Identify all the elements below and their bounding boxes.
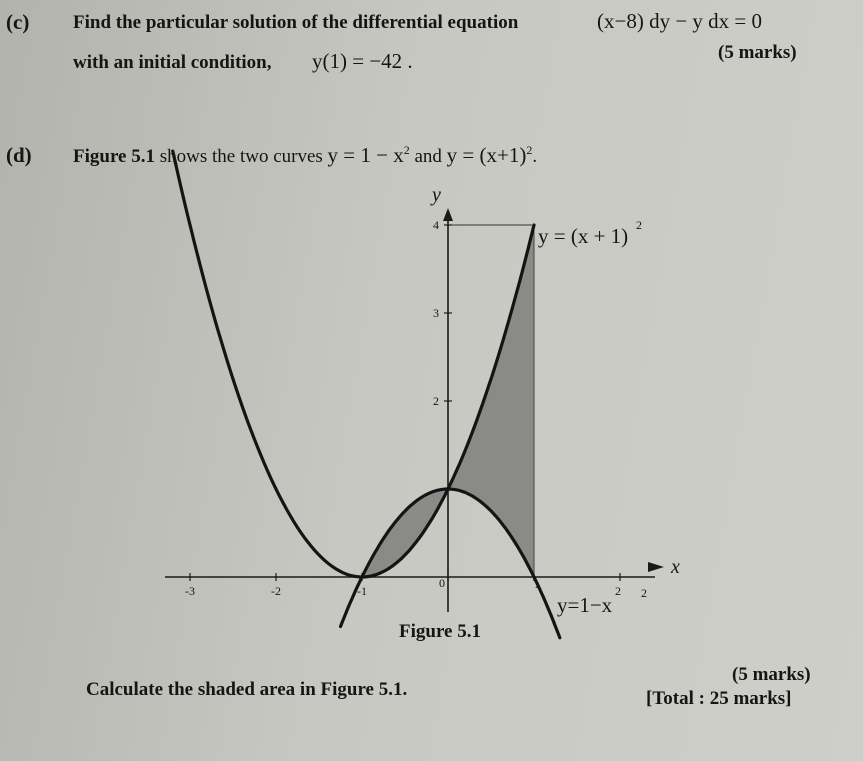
curve-label-lower-exp: 2	[641, 586, 647, 600]
figure-ref: Figure 5.1	[73, 146, 155, 167]
part-c-marks: (5 marks)	[718, 42, 797, 63]
x-tick-label-one: 1	[534, 579, 540, 591]
part-d-label: (d)	[6, 143, 32, 167]
question-text: Calculate the shaded area in Figure 5.1.	[86, 679, 408, 700]
shaded-region-1	[362, 489, 448, 577]
x-tick-label: 2	[615, 584, 621, 598]
x-tick-label-zero: 0	[439, 576, 445, 590]
figure-caption: Figure 5.1	[399, 621, 481, 642]
x-axis-arrow	[648, 562, 664, 572]
curve2-eq: $y = (x+1)^2$	[446, 143, 533, 167]
part-c-label: (c)	[6, 10, 30, 34]
y-tick-label: 3	[433, 306, 439, 320]
x-axis-label: x	[671, 556, 680, 578]
curve-label-upper-exp: 2	[636, 218, 642, 232]
curve-2	[173, 151, 534, 577]
total-marks: [Total : 25 marks]	[646, 688, 792, 709]
curve-label-lower: y=1−x	[557, 593, 613, 617]
part-c-condition: y(1) = −42 .	[312, 49, 413, 73]
curve-label-upper: y = (x + 1)	[538, 224, 629, 248]
x-tick-label: -3	[185, 584, 195, 598]
x-tick-label: -2	[271, 584, 281, 598]
joiner: and	[414, 146, 442, 167]
x-tick-label: -1	[357, 584, 367, 598]
part-d-sentence: Figure 5.1 shows the two curves $y = 1 - x^2$ and $y = (x+1)^2$.	[73, 143, 538, 167]
y-tick-label: 2	[433, 394, 439, 408]
curve1-eq: $y = 1 - x^2$	[327, 143, 410, 167]
text-mid: shows the two curves	[159, 146, 323, 167]
y-tick-label: 4	[433, 218, 439, 232]
y-axis-arrow	[443, 208, 453, 221]
part-c-line1: Find the particular solution of the differential equation	[73, 12, 519, 33]
part-c-equation: (x−8) dy − y dx = 0	[597, 9, 763, 33]
part-d-marks: (5 marks)	[732, 664, 811, 685]
part-c-line2: with an initial condition,	[73, 52, 272, 73]
y-axis-label: y	[432, 184, 441, 206]
